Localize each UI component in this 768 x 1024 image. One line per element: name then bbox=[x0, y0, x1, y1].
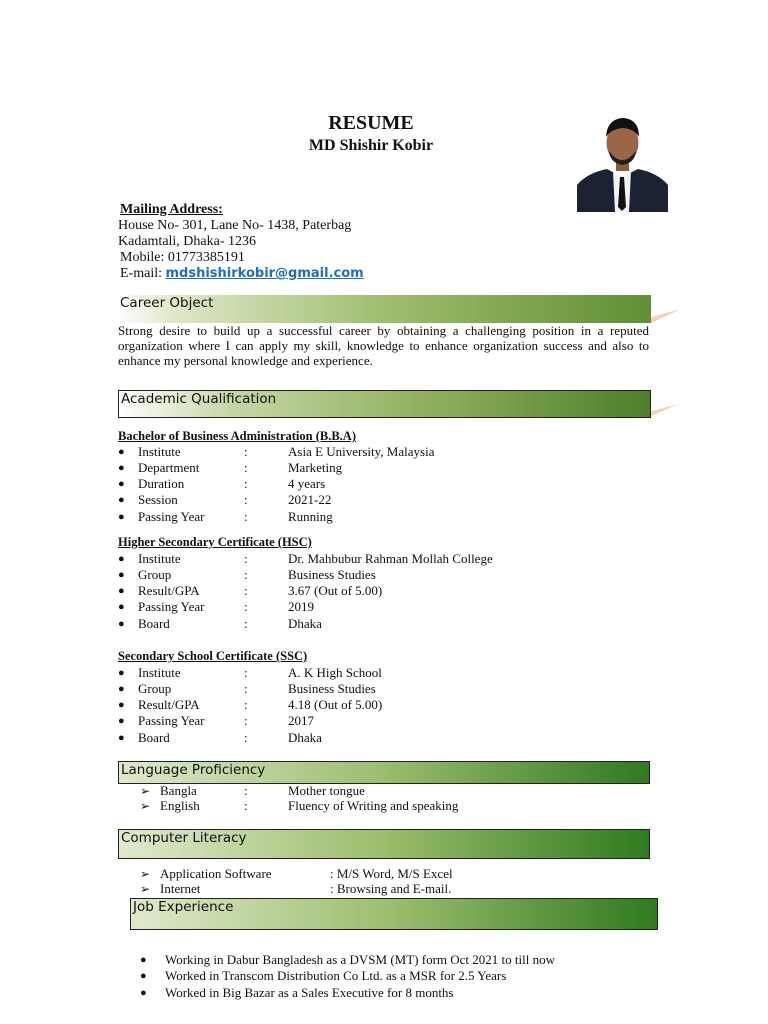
colon: : bbox=[244, 713, 248, 728]
hsc-key: Group bbox=[138, 567, 172, 582]
bullet-icon: ● bbox=[118, 553, 125, 565]
hsc-key: Board bbox=[138, 616, 170, 631]
bba-value: 2021-22 bbox=[288, 492, 332, 507]
colon: : bbox=[244, 616, 248, 631]
colon: : bbox=[244, 730, 248, 745]
computer-skill-detail: : M/S Word, M/S Excel bbox=[330, 866, 453, 881]
colon: : bbox=[244, 583, 248, 598]
bullet-icon: ● bbox=[118, 601, 125, 613]
bba-value: Running bbox=[288, 509, 333, 524]
bullet-icon: ● bbox=[118, 715, 125, 727]
hsc-key: Result/GPA bbox=[138, 583, 200, 598]
bullet-icon: ● bbox=[118, 732, 125, 744]
colon: : bbox=[244, 444, 248, 459]
band-swoosh-decoration-2 bbox=[651, 402, 679, 416]
section-job-experience bbox=[130, 898, 658, 930]
job-text: Worked in Transcom Distribution Co Ltd. as a MSR for 2.5 Years bbox=[165, 968, 507, 983]
colon: : bbox=[244, 567, 248, 582]
bba-key: Passing Year bbox=[138, 509, 205, 524]
hsc-value: 3.67 (Out of 5.00) bbox=[288, 583, 383, 598]
arrow-bullet-icon: ➢ bbox=[140, 799, 151, 813]
email-link[interactable]: mdshishirkobir@gmail.com bbox=[165, 266, 364, 281]
address-line-1: House No- 301, Lane No- 1438, Paterbag bbox=[118, 218, 352, 233]
computer-skill-detail: : Browsing and E-mail. bbox=[330, 881, 452, 896]
section-language-title: Language Proficiency bbox=[121, 762, 266, 778]
bba-heading: Bachelor of Business Administration (B.B.A) bbox=[118, 429, 356, 443]
colon: : bbox=[244, 492, 248, 507]
bba-value: Marketing bbox=[288, 460, 343, 475]
ssc-value: Dhaka bbox=[288, 730, 322, 745]
resume-title: RESUME bbox=[328, 112, 414, 134]
ssc-key: Group bbox=[138, 681, 172, 696]
section-computer-title: Computer Literacy bbox=[121, 830, 247, 846]
colon: : bbox=[244, 599, 248, 614]
bullet-icon: ● bbox=[140, 987, 147, 999]
bullet-icon: ● bbox=[118, 462, 125, 474]
bullet-icon: ● bbox=[140, 970, 147, 982]
arrow-bullet-icon: ➢ bbox=[140, 882, 151, 896]
bullet-icon: ● bbox=[118, 494, 125, 506]
career-objective-text: Strong desire to build up a successful career by obtaining a challenging position in a reputed organization where I can apply my skill, knowledge to enhance organization success and also to enhance my personal knowledge and experience. bbox=[118, 323, 649, 368]
ssc-value: A. K High School bbox=[288, 665, 382, 680]
job-text: Worked in Big Bazar as a Sales Executive for 8 months bbox=[165, 985, 454, 1000]
ssc-key: Board bbox=[138, 730, 170, 745]
bullet-icon: ● bbox=[118, 569, 125, 581]
colon: : bbox=[244, 665, 248, 680]
bullet-icon: ● bbox=[118, 585, 125, 597]
email-prefix: E-mail: bbox=[120, 266, 166, 281]
section-computer-literacy bbox=[118, 829, 650, 859]
section-academic-title: Academic Qualification bbox=[121, 391, 277, 407]
bullet-icon: ● bbox=[118, 683, 125, 695]
language-level: Fluency of Writing and speaking bbox=[288, 798, 459, 813]
ssc-value: 4.18 (Out of 5.00) bbox=[288, 697, 383, 712]
hsc-value: Dr. Mahbubur Rahman Mollah College bbox=[288, 551, 493, 566]
ssc-value: Business Studies bbox=[288, 681, 376, 696]
address-line-2: Kadamtali, Dhaka- 1236 bbox=[118, 234, 257, 249]
candidate-name: MD Shishir Kobir bbox=[308, 137, 434, 154]
bullet-icon: ● bbox=[118, 446, 125, 458]
computer-skill: Application Software bbox=[160, 866, 272, 881]
arrow-bullet-icon: ➢ bbox=[140, 784, 151, 798]
hsc-value: 2019 bbox=[288, 599, 314, 614]
email-line bbox=[120, 266, 364, 282]
language-name: English bbox=[160, 798, 200, 813]
mobile-number: Mobile: 01773385191 bbox=[120, 250, 245, 265]
profile-photo bbox=[577, 107, 668, 212]
hsc-value: Business Studies bbox=[288, 567, 376, 582]
colon: : bbox=[244, 681, 248, 696]
mailing-address-label: Mailing Address: bbox=[120, 202, 223, 217]
ssc-key: Result/GPA bbox=[138, 697, 200, 712]
colon: : bbox=[244, 697, 248, 712]
bba-key: Session bbox=[138, 492, 178, 507]
ssc-key: Passing Year bbox=[138, 713, 205, 728]
hsc-key: Institute bbox=[138, 551, 181, 566]
bullet-icon: ● bbox=[118, 618, 125, 630]
ssc-value: 2017 bbox=[288, 713, 314, 728]
ssc-key: Institute bbox=[138, 665, 181, 680]
bba-key: Department bbox=[138, 460, 200, 475]
ssc-heading: Secondary School Certificate (SSC) bbox=[118, 649, 308, 663]
bullet-icon: ● bbox=[118, 478, 125, 490]
colon: : bbox=[244, 783, 248, 798]
colon: : bbox=[244, 551, 248, 566]
bba-key: Institute bbox=[138, 444, 181, 459]
colon: : bbox=[244, 509, 248, 524]
section-career-object-title: Career Object bbox=[120, 295, 214, 311]
section-job-title: Job Experience bbox=[133, 899, 234, 915]
bba-value: 4 years bbox=[288, 476, 326, 491]
language-name: Bangla bbox=[160, 783, 197, 798]
bullet-icon: ● bbox=[118, 699, 125, 711]
bba-key: Duration bbox=[138, 476, 185, 491]
hsc-value: Dhaka bbox=[288, 616, 322, 631]
computer-skill: Internet bbox=[160, 881, 201, 896]
colon: : bbox=[244, 798, 248, 813]
section-career-object bbox=[118, 295, 651, 323]
bullet-icon: ● bbox=[140, 954, 147, 966]
job-text: Working in Dabur Bangladesh as a DVSM (MT) form Oct 2021 to till now bbox=[165, 952, 555, 967]
hsc-heading: Higher Secondary Certificate (HSC) bbox=[118, 535, 312, 549]
bullet-icon: ● bbox=[118, 511, 125, 523]
bba-value: Asia E University, Malaysia bbox=[288, 444, 435, 459]
bullet-icon: ● bbox=[118, 667, 125, 679]
section-academic-qualification bbox=[118, 390, 651, 418]
colon: : bbox=[244, 460, 248, 475]
arrow-bullet-icon: ➢ bbox=[140, 867, 151, 881]
colon: : bbox=[244, 476, 248, 491]
section-language-proficiency bbox=[118, 761, 650, 784]
band-swoosh-decoration bbox=[651, 309, 681, 323]
language-level: Mother tongue bbox=[288, 783, 365, 798]
hsc-key: Passing Year bbox=[138, 599, 205, 614]
